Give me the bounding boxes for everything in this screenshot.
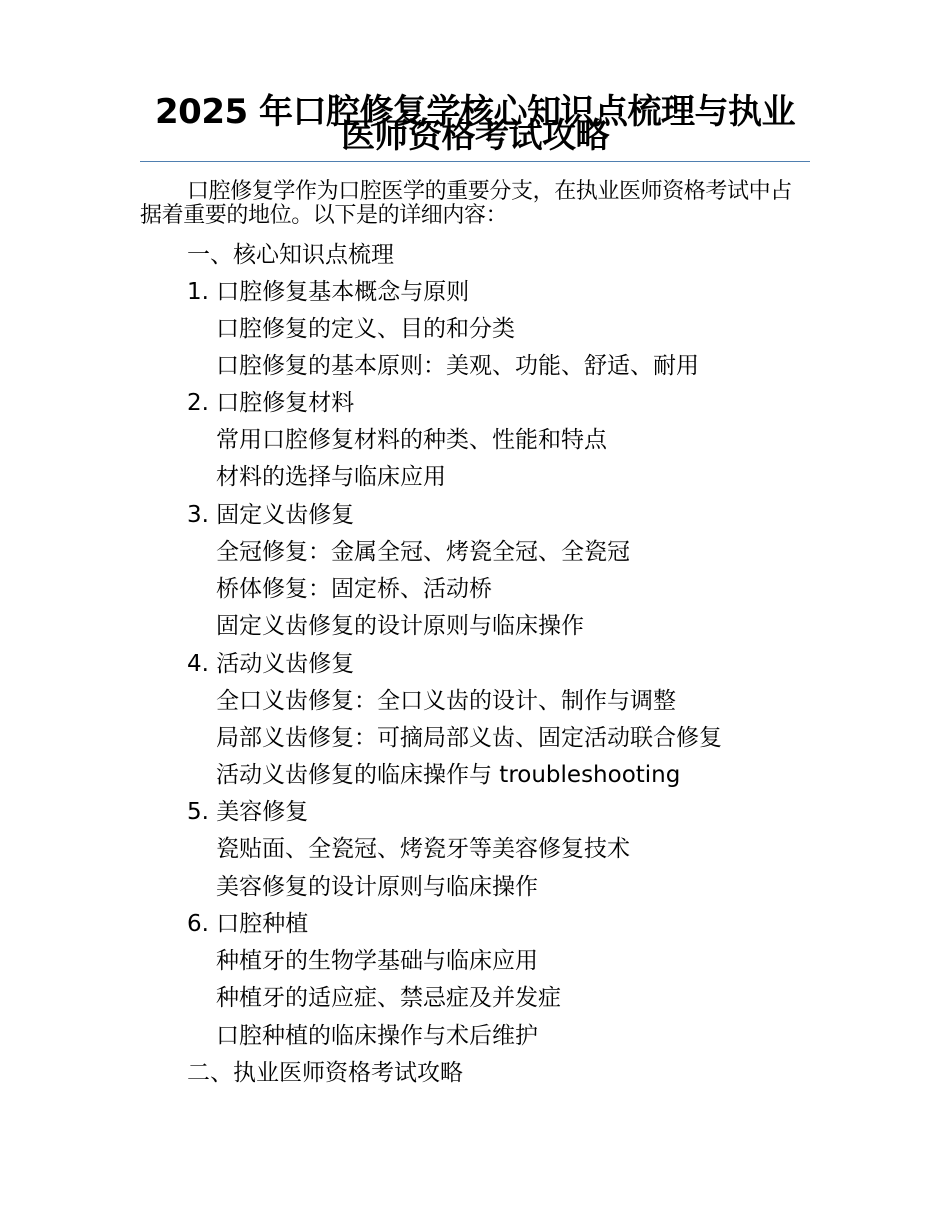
topic-item: 美容修复的设计原则与临床操作 <box>216 874 538 900</box>
topic-item: 瓷贴面、全瓷冠、烤瓷牙等美容修复技术 <box>216 836 630 862</box>
topic-heading: 5. 美容修复 <box>187 799 309 825</box>
topic-heading: 4. 活动义齿修复 <box>187 651 355 677</box>
topic-item: 材料的选择与临床应用 <box>216 464 446 490</box>
topic-item: 全冠修复：金属全冠、烤瓷全冠、全瓷冠 <box>216 539 630 565</box>
topic-heading: 3. 固定义齿修复 <box>187 502 355 528</box>
topic-item: 种植牙的生物学基础与临床应用 <box>216 948 538 974</box>
topic-item: 口腔修复的基本原则：美观、功能、舒适、耐用 <box>216 353 699 379</box>
topic-item: 桥体修复：固定桥、活动桥 <box>216 576 492 602</box>
topic-heading: 6. 口腔种植 <box>187 911 309 937</box>
topic-item: 口腔修复的定义、目的和分类 <box>216 316 515 342</box>
topic-item: 活动义齿修复的临床操作与 troubleshooting <box>216 762 681 788</box>
topic-heading: 2. 口腔修复材料 <box>187 390 355 416</box>
topic-item: 种植牙的适应症、禁忌症及并发症 <box>216 985 561 1011</box>
section-heading-exam-strategy: 二、执业医师资格考试攻略 <box>187 1060 463 1086</box>
topic-item: 口腔种植的临床操作与术后维护 <box>216 1023 538 1049</box>
topic-item: 全口义齿修复：全口义齿的设计、制作与调整 <box>216 688 676 714</box>
section-heading-core-knowledge: 一、核心知识点梳理 <box>187 242 394 268</box>
document-title: 2025 年口腔修复学核心知识点梳理与执业医师资格考试攻略 <box>155 92 795 156</box>
topic-item: 固定义齿修复的设计原则与临床操作 <box>216 613 584 639</box>
topic-item: 局部义齿修复：可摘局部义齿、固定活动联合修复 <box>216 725 722 751</box>
title-underline <box>140 161 810 162</box>
topic-item: 常用口腔修复材料的种类、性能和特点 <box>216 427 607 453</box>
intro-paragraph: 口腔修复学作为口腔医学的重要分支，在执业医师资格考试中占据着重要的地位。以下是的详细内容： <box>140 179 792 228</box>
topic-heading: 1. 口腔修复基本概念与原则 <box>187 279 470 305</box>
